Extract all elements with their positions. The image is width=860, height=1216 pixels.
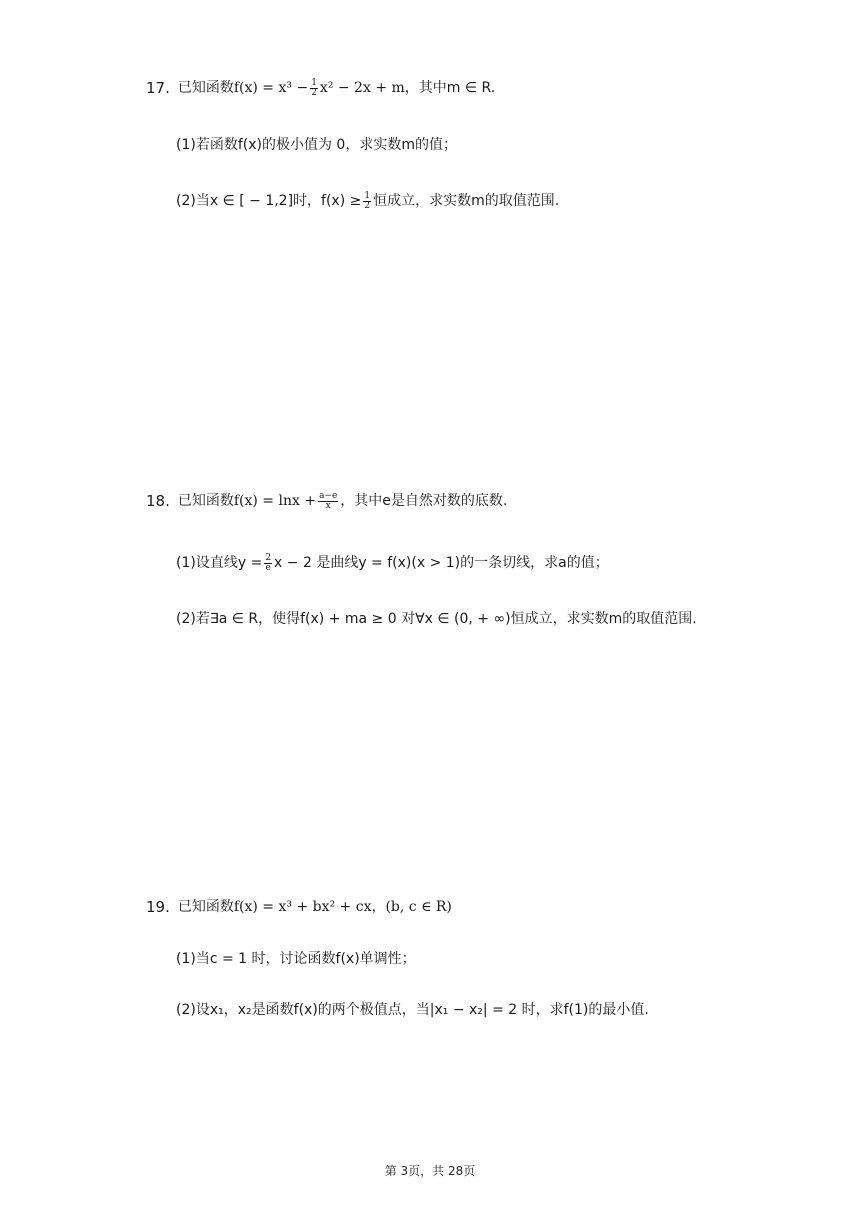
- part-text-pre: 设直线y =: [195, 555, 263, 571]
- fraction-numerator: a−e: [319, 490, 338, 501]
- fraction-denominator: e: [265, 562, 271, 573]
- fraction-denominator: x: [325, 500, 331, 511]
- problem-17-part-2: [176, 191, 559, 211]
- part-text: 若函数f(x)的极小值为 0，求实数m的值；: [195, 137, 457, 153]
- part-label: (2): [176, 611, 196, 627]
- part-label: (1): [176, 951, 196, 967]
- part-label: (2): [176, 193, 196, 209]
- fraction-denominator: 2: [311, 87, 317, 98]
- fraction: [264, 554, 272, 573]
- stem-text: 已知函数: [177, 493, 234, 509]
- stem-condition: ，其中m ∈ R.: [404, 80, 496, 96]
- fraction: [363, 192, 371, 211]
- stem-formula: f(x) = lnx +: [233, 493, 317, 509]
- fraction-numerator: 1: [364, 190, 371, 201]
- fraction-numerator: 2: [265, 552, 272, 563]
- part-label: (2): [176, 1002, 196, 1018]
- stem-formula: f(x) = x³ + bx² + cx，(b, c ∈ R): [233, 899, 452, 915]
- problem-number: 19.: [146, 898, 170, 916]
- part-label: (1): [176, 137, 196, 153]
- problem-number: 18.: [146, 492, 170, 510]
- problem-19-stem: [146, 897, 452, 917]
- stem-condition: ，其中e是自然对数的底数.: [340, 493, 508, 509]
- stem-text: 已知函数: [177, 899, 234, 915]
- part-text-pre: 当x ∈ [ − 1,2]时，f(x) ≥: [195, 193, 362, 209]
- part-text-post: x − 2 是曲线y = f(x)(x > 1)的一条切线，求a的值；: [274, 555, 609, 571]
- part-text: 当c = 1 时，讨论函数f(x)单调性；: [195, 951, 416, 967]
- part-text-post: 恒成立，求实数m的取值范围.: [373, 193, 560, 209]
- problem-19-part-2: [176, 1000, 649, 1020]
- fraction-numerator: 1: [311, 77, 317, 88]
- problem-18-part-2: [176, 609, 697, 629]
- problem-number: 17.: [146, 79, 170, 97]
- problem-17-stem: [146, 78, 495, 98]
- part-text: 设x₁，x₂是函数f(x)的两个极值点，当|x₁ − x₂| = 2 时，求f(1)的最小值.: [195, 1002, 649, 1018]
- problem-19-part-1: [176, 949, 416, 969]
- problem-18-part-1: [176, 553, 609, 573]
- fraction: [310, 79, 318, 98]
- fraction-denominator: 2: [364, 200, 371, 211]
- problem-18-stem: [146, 491, 507, 511]
- fraction: [318, 492, 338, 511]
- stem-text: 已知函数: [177, 80, 234, 96]
- part-label: (1): [176, 555, 196, 571]
- part-text: 若∃a ∈ R，使得f(x) + ma ≥ 0 对∀x ∈ (0, + ∞)恒成立，求实数m的取值范围.: [195, 611, 697, 627]
- stem-formula-cont: x² − 2x + m: [319, 80, 405, 96]
- problem-17-part-1: [176, 135, 457, 155]
- stem-formula: f(x) = x³ −: [233, 80, 309, 96]
- page-footer: 第 3页，共 28页: [384, 1164, 476, 1178]
